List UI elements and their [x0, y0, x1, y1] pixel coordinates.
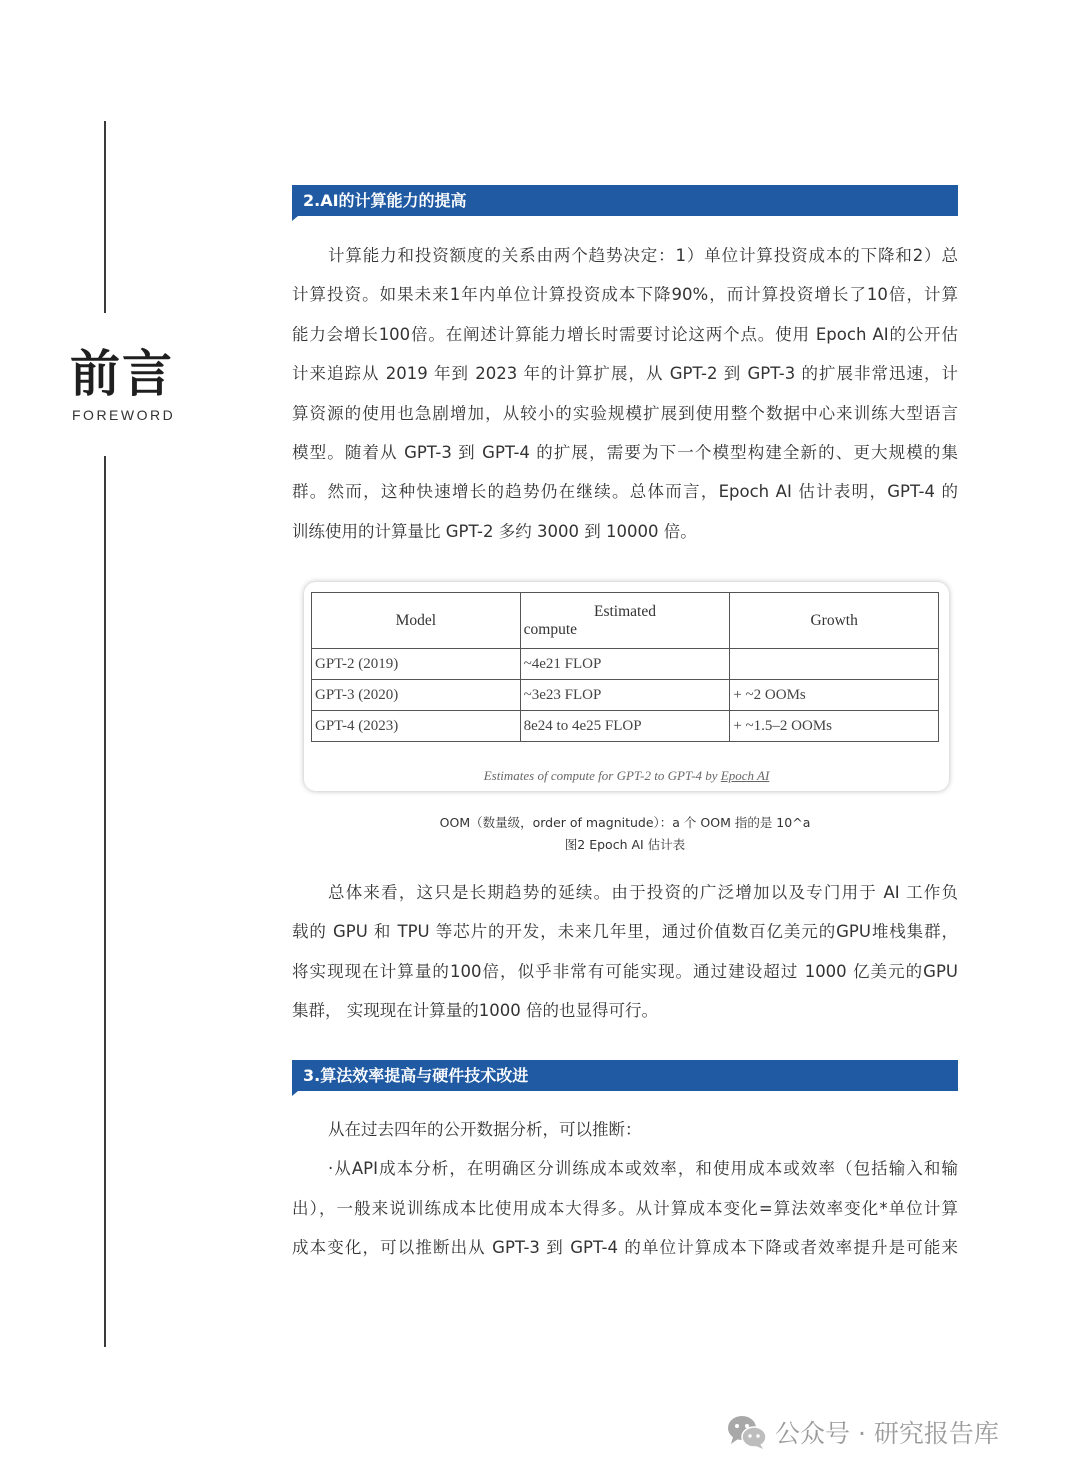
cell-growth	[730, 649, 939, 680]
wechat-watermark	[727, 1412, 999, 1452]
paragraph-line: 出），一般来说训练成本比使用成本大得多。从计算成本变化=算法效率变化*单位计算	[292, 1198, 958, 1218]
paragraph-line: 从在过去四年的公开数据分析，可以推断：	[328, 1120, 642, 1139]
cell-compute: ~4e21 FLOP	[520, 649, 730, 680]
sidebar-rule-top	[104, 121, 106, 313]
figure-label: 图2 Epoch AI 估计表	[564, 837, 686, 852]
paragraph-line: 能力会增长100倍。在阐述计算能力增长时需要讨论这两个点。使用 Epoch AI的公开估	[292, 324, 958, 344]
section2-paragraph	[292, 236, 958, 551]
table-row	[312, 680, 939, 711]
watermark-text: 公众号 · 研究报告库	[775, 1419, 999, 1448]
page-title: 前言	[70, 345, 174, 403]
paragraph-line: 模型。随着从 GPT-3 到 GPT-4 的扩展，需要为下一个模型构建全新的、更大规模的集	[292, 443, 958, 463]
wechat-icon	[727, 1414, 767, 1450]
section3-paragraph	[292, 1110, 958, 1268]
table-caption	[304, 768, 949, 784]
header-compute-line1: Estimated	[593, 602, 656, 620]
paragraph-line: 载的 GPU 和 TPU 等芯片的开发，未来几年里，通过价值数百亿美元的GPU堆栈集群，	[292, 922, 958, 942]
table-header-row	[312, 593, 939, 649]
epoch-table-card	[304, 582, 949, 791]
cell-model: GPT-4 (2023)	[312, 711, 521, 742]
header-growth: Growth	[730, 593, 939, 649]
cell-model: GPT-3 (2020)	[312, 680, 521, 711]
table-caption-link[interactable]: Epoch AI	[720, 768, 770, 783]
cell-compute: ~3e23 FLOP	[520, 680, 730, 711]
epoch-compute-table	[311, 592, 939, 742]
table-row	[312, 649, 939, 680]
paragraph-line: 集群， 实现现在计算量的1000 倍的也显得可行。	[292, 1001, 658, 1021]
cell-compute: 8e24 to 4e25 FLOP	[520, 711, 730, 742]
header-estimated-compute	[520, 593, 730, 649]
paragraph-line: 总体来看，这只是长期趋势的延续。由于投资的广泛增加以及专门用于 AI 工作负	[328, 883, 958, 902]
paragraph-line: 将实现现在计算量的100倍，似乎非常有可能实现。通过建设超过 1000 亿美元的GPU	[292, 961, 958, 981]
cell-growth: + ~1.5–2 OOMs	[730, 711, 939, 742]
paragraph-line: 成本变化，可以推断出从 GPT-3 到 GPT-4 的单位计算成本下降或者效率提升是可能来	[292, 1238, 958, 1258]
figure-note: OOM（数量级，order of magnitude）：a 个 OOM 指的是 10^a	[439, 815, 811, 830]
paragraph-line: 计算能力和投资额度的关系由两个趋势决定：1）单位计算投资成本的下降和2）总	[328, 246, 958, 265]
table-caption-text: Estimates of compute for GPT-2 to GPT-4 by	[483, 768, 718, 783]
paragraph-line: 群。然而，这种快速增长的趋势仍在继续。总体而言，Epoch AI 估计表明，GPT-4 的	[292, 482, 958, 502]
sidebar-rule-bottom	[104, 456, 106, 1347]
paragraph-line: 计来追踪从 2019 年到 2023 年的计算扩展，从 GPT-2 到 GPT-3 的扩展非常迅速，计	[292, 364, 958, 384]
table-row	[312, 711, 939, 742]
header-model: Model	[312, 593, 521, 649]
paragraph-line: 训练使用的计算量比 GPT-2 多约 3000 到 10000 倍。	[292, 521, 697, 541]
header-compute-line2: compute	[523, 620, 578, 638]
paragraph-line: 算资源的使用也急剧增加，从较小的实验规模扩展到使用整个数据中心来训练大型语言	[292, 403, 958, 423]
section-heading-algorithm: 3.算法效率提高与硬件技术改进	[292, 1060, 958, 1091]
summary-paragraph	[292, 873, 958, 1031]
page-subtitle: FOREWORD	[72, 407, 176, 423]
cell-growth: + ~2 OOMs	[730, 680, 939, 711]
paragraph-line: 计算投资。如果未来1年内单位计算投资成本下降90%，而计算投资增长了10倍，计算	[292, 285, 958, 305]
paragraph-line: ·从API成本分析，在明确区分训练成本或效率，和使用成本或效率（包括输入和输	[328, 1159, 958, 1179]
section-heading-compute: 2.AI的计算能力的提高	[292, 185, 958, 216]
cell-model: GPT-2 (2019)	[312, 649, 521, 680]
